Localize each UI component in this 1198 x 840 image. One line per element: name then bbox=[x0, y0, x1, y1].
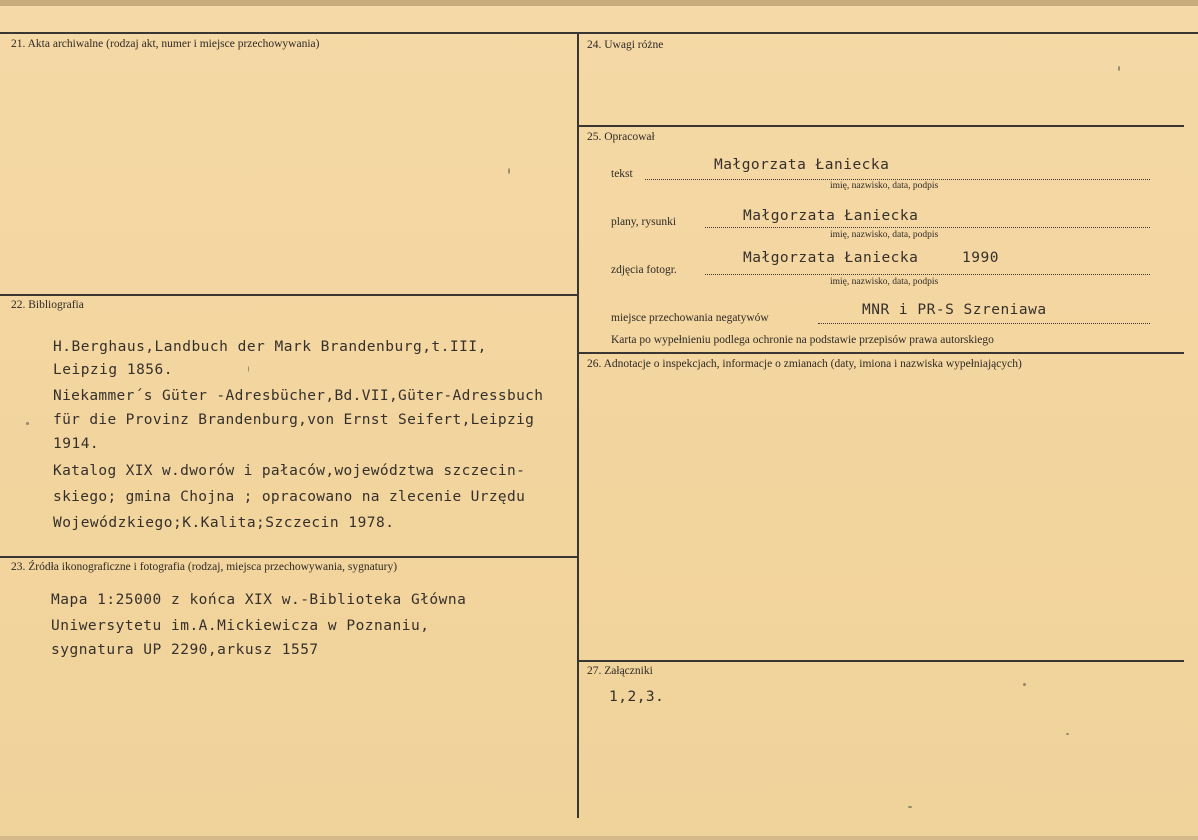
section-23-heading: 23. Źródła ikonograficzne i fotografia (rodzaj, miejsca przechowywania, sygnatury) bbox=[11, 561, 398, 573]
zdjecia-dotted-line bbox=[705, 274, 1150, 275]
bibliography-line: H.Berghaus,Landbuch der Mark Brandenburg,t.III, bbox=[53, 339, 487, 355]
plany-label: plany, rysunki bbox=[611, 216, 677, 228]
iconography-line: Uniwersytetu im.A.Mickiewicza w Poznaniu, bbox=[51, 618, 430, 634]
paper-speck bbox=[908, 806, 912, 808]
rule-22-23 bbox=[0, 556, 578, 558]
tekst-label: tekst bbox=[611, 168, 633, 180]
paper-speck bbox=[1118, 66, 1120, 71]
section-22-heading: 22. Bibliografia bbox=[11, 299, 84, 311]
paper-speck bbox=[508, 168, 510, 174]
section-25-heading: 25. Opracował bbox=[587, 131, 655, 143]
bibliography-line: 1914. bbox=[53, 436, 100, 452]
rule-24-25 bbox=[578, 125, 1184, 127]
card-top-edge bbox=[0, 0, 1198, 6]
attachments-value: 1,2,3. bbox=[609, 689, 665, 705]
paper-speck bbox=[248, 366, 249, 372]
miejsce-dotted-line bbox=[818, 323, 1150, 324]
plany-author: Małgorzata Łaniecka bbox=[743, 208, 919, 224]
tekst-dotted-line bbox=[645, 179, 1150, 180]
card-bottom-edge bbox=[0, 836, 1198, 840]
section-26-heading: 26. Adnotacje o inspekcjach, informacje o zmianach (daty, imiona i nazwiska wypełniających) bbox=[587, 358, 1022, 370]
bibliography-line: für die Provinz Brandenburg,von Ernst Seifert,Leipzig bbox=[53, 412, 535, 428]
rule-21-22 bbox=[0, 294, 578, 296]
zdjecia-label: zdjęcia fotogr. bbox=[611, 264, 677, 276]
section-21-heading: 21. Akta archiwalne (rodzaj akt, numer i miejsce przechowywania) bbox=[11, 38, 320, 50]
top-rule bbox=[0, 32, 1198, 34]
bibliography-line: Wojewódzkiego;K.Kalita;Szczecin 1978. bbox=[53, 515, 395, 531]
plany-dotted-line bbox=[705, 227, 1150, 228]
section-24-heading: 24. Uwagi różne bbox=[587, 39, 664, 51]
section-27-heading: 27. Załączniki bbox=[587, 665, 653, 677]
zdjecia-caption: imię, nazwisko, data, podpis bbox=[830, 277, 939, 287]
zdjecia-author: Małgorzata Łaniecka bbox=[743, 250, 919, 266]
plany-caption: imię, nazwisko, data, podpis bbox=[830, 230, 939, 240]
iconography-line: Mapa 1:25000 z końca XIX w.-Biblioteka Główna bbox=[51, 592, 467, 608]
paper-speck bbox=[1023, 683, 1026, 686]
paper-speck bbox=[26, 422, 29, 425]
copyright-note: Karta po wypełnieniu podlega ochronie na podstawie przepisów prawa autorskiego bbox=[611, 334, 994, 346]
bibliography-line: Niekammer´s Güter -Adresbücher,Bd.VII,Güter-Adressbuch bbox=[53, 388, 544, 404]
center-divider bbox=[577, 32, 579, 818]
miejsce-label: miejsce przechowania negatywów bbox=[611, 312, 769, 324]
iconography-line: sygnatura UP 2290,arkusz 1557 bbox=[51, 642, 319, 658]
tekst-caption: imię, nazwisko, data, podpis bbox=[830, 181, 939, 191]
tekst-author: Małgorzata Łaniecka bbox=[714, 157, 890, 173]
bibliography-line: Katalog XIX w.dworów i pałaców,województwa szczecin- bbox=[53, 463, 526, 479]
rule-25-26 bbox=[578, 352, 1184, 354]
bibliography-line: skiego; gmina Chojna ; opracowano na zlecenie Urzędu bbox=[53, 489, 526, 505]
rule-26-27 bbox=[578, 660, 1184, 662]
paper-speck bbox=[1066, 733, 1069, 735]
zdjecia-year: 1990 bbox=[962, 250, 999, 266]
miejsce-value: MNR i PR-S Szreniawa bbox=[862, 302, 1047, 318]
bibliography-line: Leipzig 1856. bbox=[53, 362, 173, 378]
